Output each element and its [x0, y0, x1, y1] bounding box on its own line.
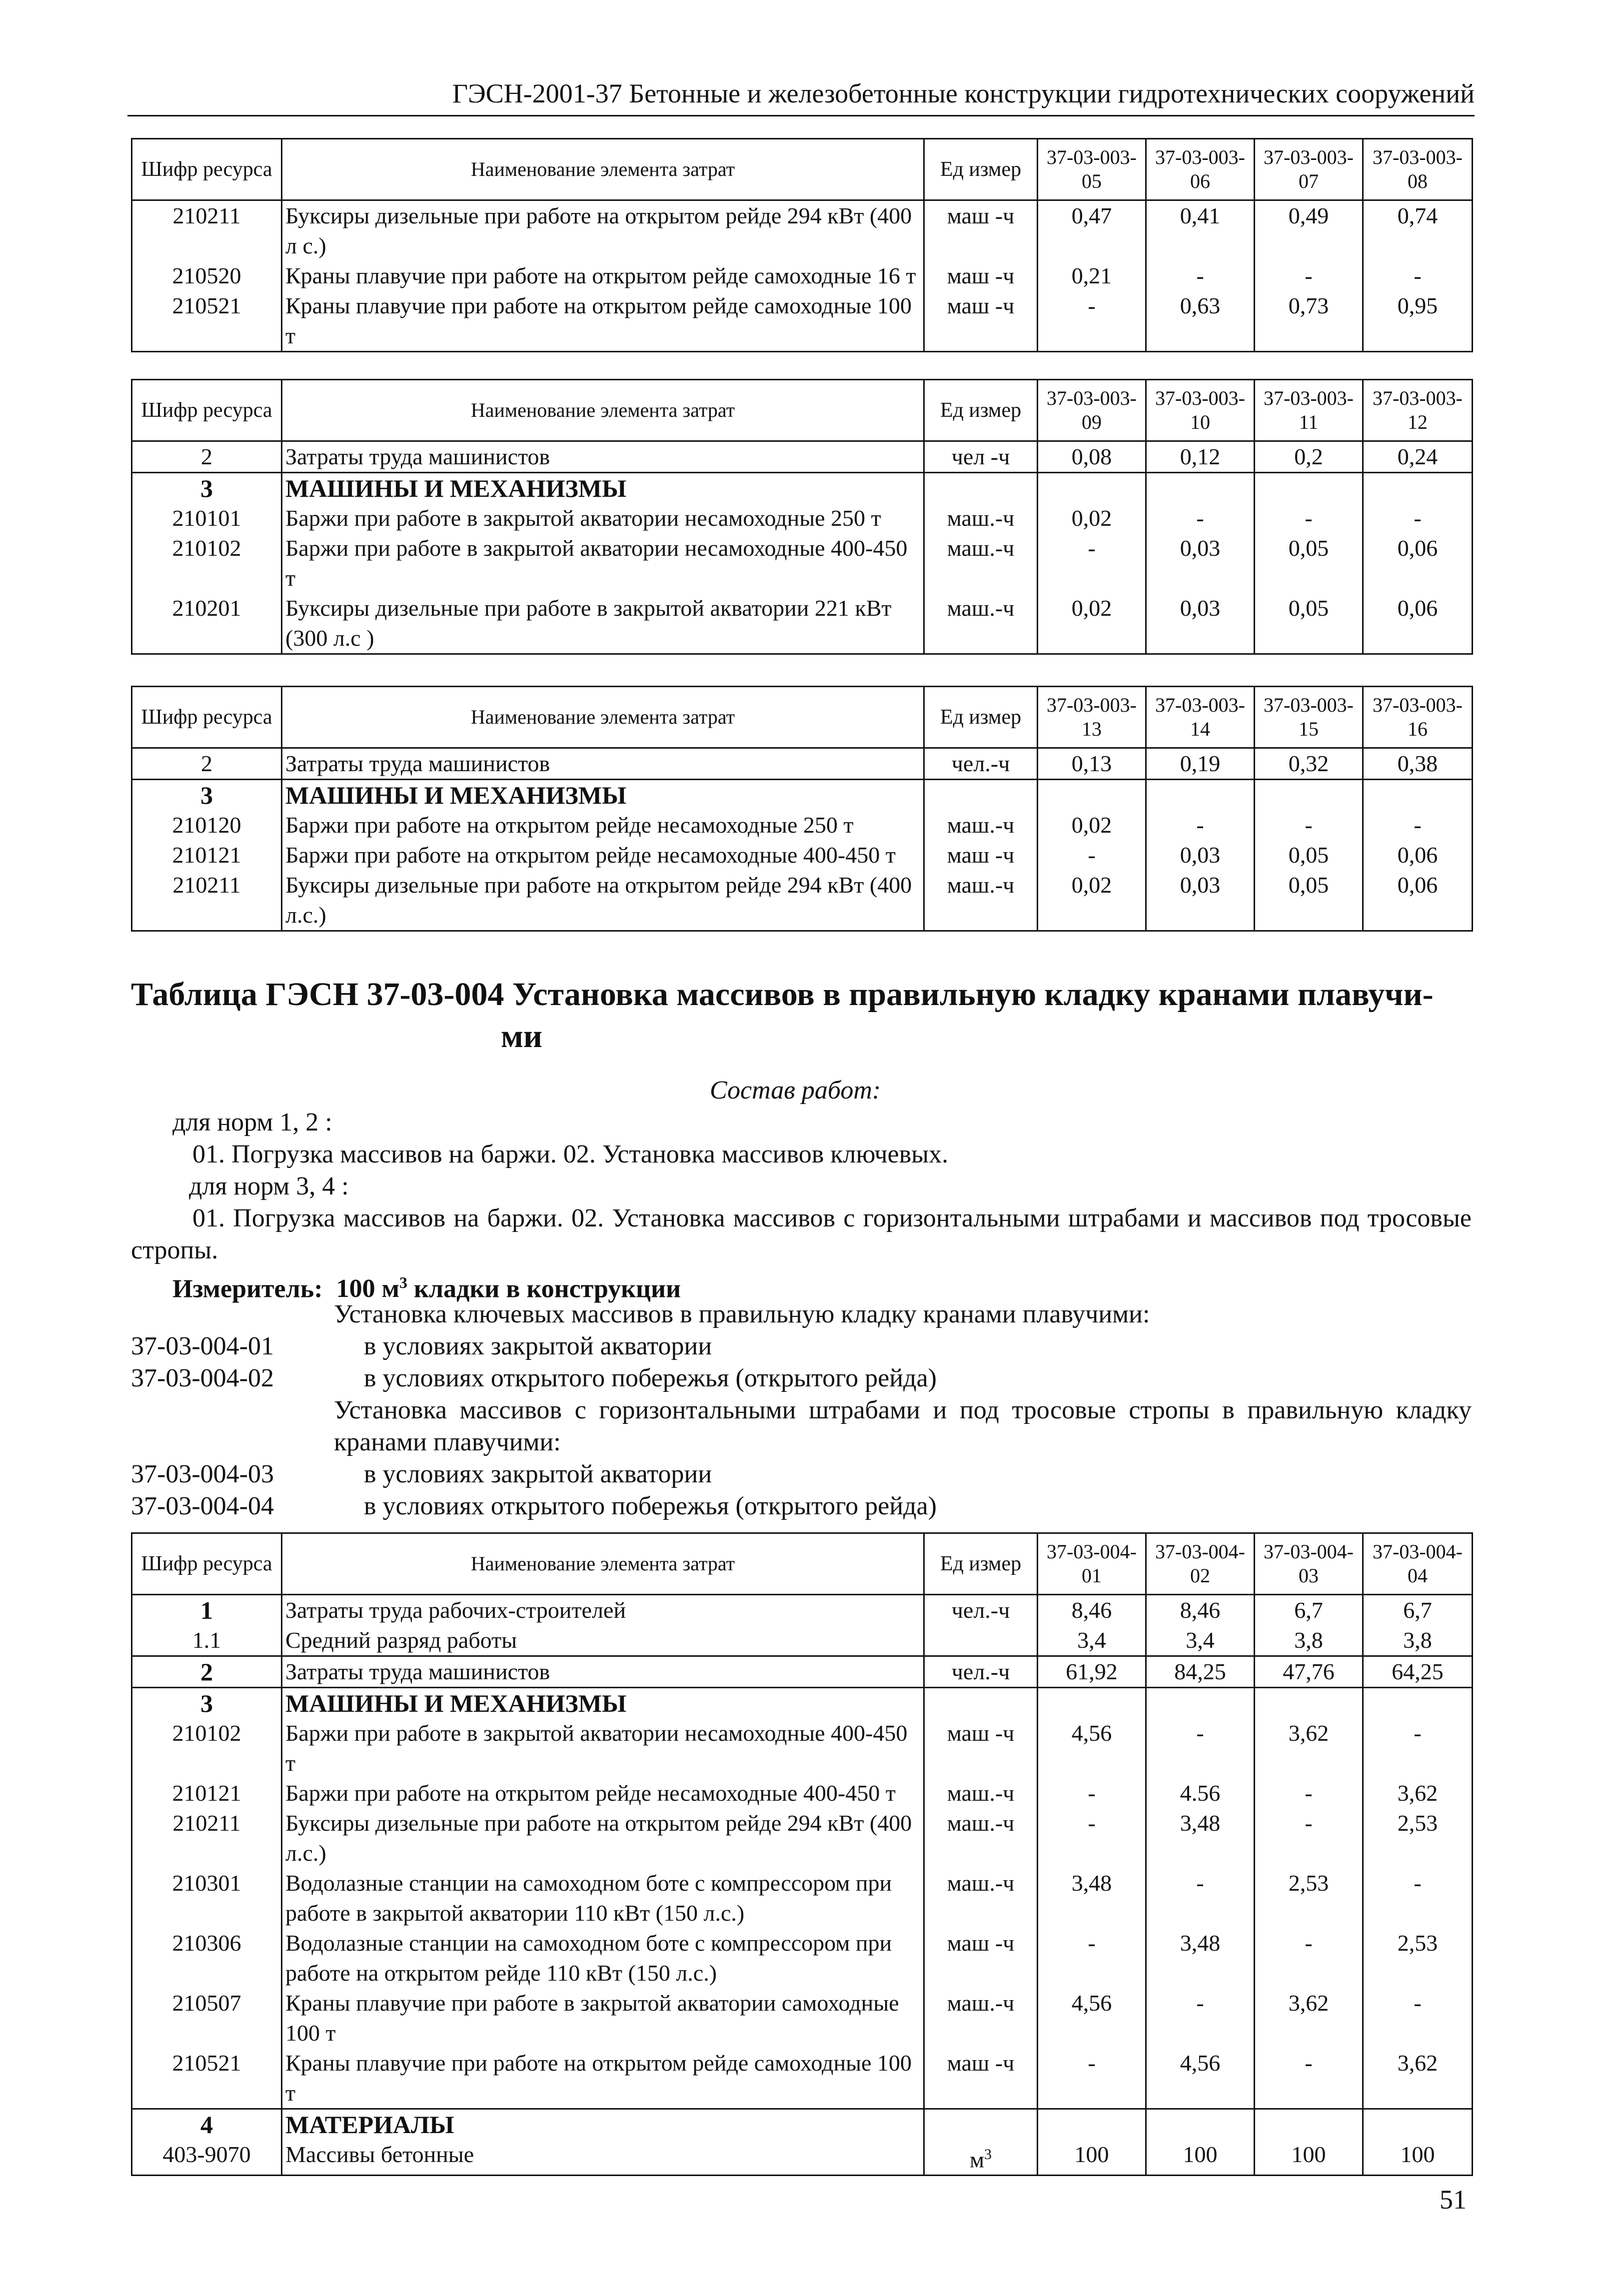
table-header-row — [132, 139, 1473, 200]
norm-value: 0,63 — [1146, 291, 1255, 352]
table-row — [132, 1656, 1473, 1688]
resource-name: Баржи при работе в закрытой акватории несамоходные 400-450 т — [282, 1718, 924, 1778]
resource-unit: маш -ч — [924, 291, 1038, 352]
resource-unit: маш.-ч — [924, 1868, 1038, 1928]
table-row — [132, 441, 1473, 473]
norm-group-title: Установка ключевых массивов в правильную кладку кранами плавучими: — [334, 1300, 1150, 1328]
resource-unit: маш.-ч — [924, 503, 1038, 533]
norm-value: 0,02 — [1038, 593, 1146, 654]
resource-name: Баржи при работе на открытом рейде несамоходные 250 т — [282, 810, 924, 840]
table-row — [132, 593, 1473, 654]
unit-superscript: 3 — [984, 2146, 992, 2163]
norm-value: 0,13 — [1038, 748, 1146, 780]
table-row — [132, 1595, 1473, 1626]
norm-value: 4,56 — [1146, 2048, 1255, 2109]
norm-value: 8,46 — [1146, 1595, 1255, 1626]
resource-unit: маш.-ч — [924, 870, 1038, 931]
norm-value: 6,7 — [1363, 1595, 1473, 1626]
norm-value: 0,05 — [1255, 593, 1363, 654]
norm-value: 0,03 — [1146, 593, 1255, 654]
norm-value: 3,8 — [1255, 1625, 1363, 1656]
column-header-norm: 37-03-003-06 — [1146, 139, 1255, 200]
meter-label: Измеритель: — [172, 1274, 323, 1303]
work-description: 01. Погрузка массивов на баржи. 02. Установка массивов с горизонтальными штрабами и массивов под тросовые стропы. — [131, 1204, 1472, 1264]
resource-name: Баржи при работе в закрытой акватории несамоходные 250 т — [282, 503, 924, 533]
resource-code: 210520 — [132, 261, 282, 291]
norm-value: 3,48 — [1146, 1808, 1255, 1868]
resource-code: 210521 — [132, 291, 282, 352]
resource-code: 210211 — [132, 870, 282, 931]
norm-value: - — [1255, 2048, 1363, 2109]
norm-description: в условиях открытого побережья (открытого рейда) — [364, 1364, 937, 1392]
resource-unit — [924, 2140, 1038, 2176]
norm-value: - — [1146, 1988, 1255, 2048]
norms-label: для норм 1, 2 : — [172, 1108, 332, 1137]
norm-value: - — [1146, 261, 1255, 291]
resource-unit: чел.-ч — [924, 1656, 1038, 1688]
table-row — [132, 1808, 1473, 1868]
norm-value: - — [1038, 291, 1146, 352]
resource-code: 210521 — [132, 2048, 282, 2109]
section-row — [132, 473, 1473, 504]
norm-value: - — [1363, 503, 1473, 533]
resource-code: 210201 — [132, 593, 282, 654]
resource-unit: чел.-ч — [924, 748, 1038, 780]
resource-code: 210102 — [132, 533, 282, 593]
section-title: МАШИНЫ И МЕХАНИЗМЫ — [282, 1688, 924, 1719]
norm-description: в условиях закрытой акватории — [364, 1460, 712, 1488]
norm-value: 2,53 — [1363, 1808, 1473, 1868]
norm-description: в условиях закрытой акватории — [364, 1332, 712, 1360]
norm-value: - — [1038, 2048, 1146, 2109]
resource-name: Затраты труда машинистов — [282, 1656, 924, 1688]
norm-value: 0,02 — [1038, 870, 1146, 931]
norm-value: 0,12 — [1146, 441, 1255, 473]
resource-name: Буксиры дизельные при работе на открытом рейде 294 кВт (400 л.с.) — [282, 870, 924, 931]
norm-value: 0,74 — [1363, 200, 1473, 261]
norm-value: - — [1363, 261, 1473, 291]
column-header-norm: 37-03-003-10 — [1146, 380, 1255, 441]
section-title: МАШИНЫ И МЕХАНИЗМЫ — [282, 780, 924, 811]
resource-name: Краны плавучие при работе на открытом рейде самоходные 100 т — [282, 291, 924, 352]
table-row — [132, 748, 1473, 780]
norm-value: 3,62 — [1255, 1988, 1363, 2048]
norm-value: 0,73 — [1255, 291, 1363, 352]
table-row — [132, 261, 1473, 291]
resource-name: Затраты труда машинистов — [282, 441, 924, 473]
column-header-norm: 37-03-004-01 — [1038, 1533, 1146, 1595]
running-header: ГЭСН-2001-37 Бетонные и железобетонные конструкции гидротехнических сооружений — [452, 78, 1475, 108]
norm-value: - — [1038, 1928, 1146, 1988]
norm-value: 0,03 — [1146, 533, 1255, 593]
table-row — [132, 533, 1473, 593]
norm-value: 6,7 — [1255, 1595, 1363, 1626]
norm-value: 3,62 — [1255, 1718, 1363, 1778]
resource-name: Баржи при работе в закрытой акватории несамоходные 400-450 т — [282, 533, 924, 593]
norm-code: 37-03-004-03 — [131, 1460, 274, 1488]
resource-unit: маш -ч — [924, 1928, 1038, 1988]
norm-value: 0,08 — [1038, 441, 1146, 473]
norm-value: 0,05 — [1255, 870, 1363, 931]
norm-value: - — [1146, 810, 1255, 840]
column-header-norm: 37-03-003-09 — [1038, 380, 1146, 441]
column-header-unit: Ед измер — [924, 139, 1038, 200]
table-title-line: Таблица ГЭСН 37-03-004 Установка массивов в правильную кладку кранами плавучи- — [131, 976, 1434, 1013]
resource-unit: чел.-ч — [924, 1595, 1038, 1626]
resource-code: 210211 — [132, 1808, 282, 1868]
section-number: 3 — [132, 1688, 282, 1719]
resource-code: 210101 — [132, 503, 282, 533]
column-header-norm: 37-03-003-16 — [1363, 687, 1473, 748]
norm-value: - — [1038, 1808, 1146, 1868]
column-header-norm: 37-03-003-07 — [1255, 139, 1363, 200]
norm-value: 0,06 — [1363, 840, 1473, 870]
norm-value: 100 — [1038, 2140, 1146, 2176]
norm-code: 37-03-004-02 — [131, 1364, 274, 1392]
column-header-code: Шифр ресурса — [132, 687, 282, 748]
resource-name: Краны плавучие при работе на открытом рейде самоходные 100 т — [282, 2048, 924, 2109]
norm-value: 47,76 — [1255, 1656, 1363, 1688]
norm-value: 0,05 — [1255, 533, 1363, 593]
resource-unit: маш -ч — [924, 2048, 1038, 2109]
resource-code: 2 — [132, 748, 282, 780]
resource-code: 210301 — [132, 1868, 282, 1928]
norm-value: 3,48 — [1146, 1928, 1255, 1988]
norm-value: 0,06 — [1363, 593, 1473, 654]
work-description: 01. Погрузка массивов на баржи. 02. Установка массивов ключевых. — [192, 1140, 949, 1168]
table-title-line: ми — [501, 1018, 542, 1055]
norm-value: 0,06 — [1363, 533, 1473, 593]
resource-code: 1 — [132, 1595, 282, 1626]
section-title: МАШИНЫ И МЕХАНИЗМЫ — [282, 473, 924, 504]
resource-code: 2 — [132, 441, 282, 473]
norm-value: 4.56 — [1146, 1778, 1255, 1808]
resource-unit: маш -ч — [924, 840, 1038, 870]
resource-code: 1.1 — [132, 1625, 282, 1656]
header-rule — [127, 115, 1475, 116]
norm-value: 0,38 — [1363, 748, 1473, 780]
unit-text: м — [969, 2147, 985, 2173]
column-header-norm: 37-03-003-15 — [1255, 687, 1363, 748]
table-row — [132, 503, 1473, 533]
norm-value: 100 — [1146, 2140, 1255, 2176]
column-header-norm: 37-03-003-11 — [1255, 380, 1363, 441]
resource-unit: маш -ч — [924, 200, 1038, 261]
table-header-row — [132, 1533, 1473, 1595]
column-header-unit: Ед измер — [924, 687, 1038, 748]
norm-value: - — [1038, 1778, 1146, 1808]
resource-name: Краны плавучие при работе на открытом рейде самоходные 16 т — [282, 261, 924, 291]
norm-value: 0,03 — [1146, 840, 1255, 870]
column-header-unit: Ед измер — [924, 1533, 1038, 1595]
table-row — [132, 870, 1473, 931]
norm-value: 0,19 — [1146, 748, 1255, 780]
norm-value: 3,4 — [1038, 1625, 1146, 1656]
column-header-norm: 37-03-003-13 — [1038, 687, 1146, 748]
resource-unit: чел -ч — [924, 441, 1038, 473]
resource-code: 210306 — [132, 1928, 282, 1988]
meter-rest: кладки в конструкции — [407, 1274, 681, 1303]
column-header-norm: 37-03-003-14 — [1146, 687, 1255, 748]
resource-unit: маш.-ч — [924, 533, 1038, 593]
norm-value: 64,25 — [1363, 1656, 1473, 1688]
resource-unit: маш.-ч — [924, 1778, 1038, 1808]
resource-unit: маш.-ч — [924, 1988, 1038, 2048]
section-row — [132, 780, 1473, 811]
section-number: 4 — [132, 2109, 282, 2140]
table-row — [132, 2048, 1473, 2109]
norm-value: 2,53 — [1363, 1928, 1473, 1988]
section-number: 3 — [132, 780, 282, 811]
norm-value: - — [1363, 810, 1473, 840]
table-row — [132, 1988, 1473, 2048]
norm-value: 100 — [1255, 2140, 1363, 2176]
norm-value: 0,32 — [1255, 748, 1363, 780]
table-header-row — [132, 380, 1473, 441]
norm-value: 84,25 — [1146, 1656, 1255, 1688]
norm-description: в условиях открытого побережья (открытого рейда) — [364, 1492, 937, 1520]
norm-value: 100 — [1363, 2140, 1473, 2176]
column-header-name: Наименование элемента затрат — [282, 380, 924, 441]
resource-name: Затраты труда машинистов — [282, 748, 924, 780]
resource-code: 210211 — [132, 200, 282, 261]
column-header-name: Наименование элемента затрат — [282, 139, 924, 200]
norm-value: - — [1363, 1718, 1473, 1778]
norm-value: 4,56 — [1038, 1988, 1146, 2048]
norm-value: 0,21 — [1038, 261, 1146, 291]
norm-value: 61,92 — [1038, 1656, 1146, 1688]
table-row — [132, 200, 1473, 261]
table-row — [132, 291, 1473, 352]
norm-value: - — [1363, 1988, 1473, 2048]
norm-value: - — [1255, 261, 1363, 291]
table-title — [131, 974, 1472, 1058]
norm-value: 0,03 — [1146, 870, 1255, 931]
norm-value: 4,56 — [1038, 1718, 1146, 1778]
resource-code: 210121 — [132, 1778, 282, 1808]
resource-name: Баржи при работе на открытом рейде несамоходные 400-450 т — [282, 1778, 924, 1808]
table-row — [132, 1778, 1473, 1808]
resource-table-3 — [131, 686, 1473, 932]
resource-name: Краны плавучие при работе в закрытой акватории самоходные 100 т — [282, 1988, 924, 2048]
resource-name: Средний разряд работы — [282, 1625, 924, 1656]
norm-value: 3,4 — [1146, 1625, 1255, 1656]
column-header-norm: 37-03-003-05 — [1038, 139, 1146, 200]
norm-value: 0,41 — [1146, 200, 1255, 261]
column-header-code: Шифр ресурса — [132, 139, 282, 200]
resource-table-2 — [131, 379, 1473, 655]
norm-value: 2,53 — [1255, 1868, 1363, 1928]
table-row — [132, 1625, 1473, 1656]
table-header-row — [132, 687, 1473, 748]
table-row — [132, 2140, 1473, 2176]
composition-title: Состав работ: — [710, 1076, 881, 1105]
resource-code: 210121 — [132, 840, 282, 870]
norm-value: 3,8 — [1363, 1625, 1473, 1656]
norm-code: 37-03-004-01 — [131, 1332, 274, 1360]
norm-value: - — [1255, 1808, 1363, 1868]
column-header-name: Наименование элемента затрат — [282, 1533, 924, 1595]
norm-value: - — [1255, 1778, 1363, 1808]
norm-value: 8,46 — [1038, 1595, 1146, 1626]
norm-value: 0,95 — [1363, 291, 1473, 352]
table-row — [132, 840, 1473, 870]
resource-unit: маш.-ч — [924, 1808, 1038, 1868]
norm-value: - — [1363, 1868, 1473, 1928]
table-row — [132, 810, 1473, 840]
norm-value: - — [1255, 503, 1363, 533]
norm-value: 0,05 — [1255, 840, 1363, 870]
column-header-norm: 37-03-003-12 — [1363, 380, 1473, 441]
table-row — [132, 1718, 1473, 1778]
resource-unit: маш -ч — [924, 261, 1038, 291]
resource-name: Буксиры дизельные при работе в закрытой акватории 221 кВт (300 л.с ) — [282, 593, 924, 654]
page-number: 51 — [1440, 2185, 1467, 2215]
norm-value: - — [1146, 1718, 1255, 1778]
resource-name: Баржи при работе на открытом рейде несамоходные 400-450 т — [282, 840, 924, 870]
column-header-norm: 37-03-003-08 — [1363, 139, 1473, 200]
norm-value: 0,47 — [1038, 200, 1146, 261]
resource-name: Затраты труда рабочих-строителей — [282, 1595, 924, 1626]
resource-unit: маш.-ч — [924, 810, 1038, 840]
resource-name: Буксиры дизельные при работе на открытом рейде 294 кВт (400 л.с.) — [282, 1808, 924, 1868]
norm-value: - — [1038, 840, 1146, 870]
resource-name: Буксиры дизельные при работе на открытом рейде 294 кВт (400 л с.) — [282, 200, 924, 261]
column-header-norm: 37-03-004-04 — [1363, 1533, 1473, 1595]
norm-value: - — [1255, 810, 1363, 840]
column-header-norm: 37-03-004-03 — [1255, 1533, 1363, 1595]
resource-unit: маш -ч — [924, 1718, 1038, 1778]
norm-value: - — [1038, 533, 1146, 593]
resource-table-1 — [131, 138, 1473, 352]
section-title: МАТЕРИАЛЫ — [282, 2109, 924, 2140]
norm-value: - — [1146, 503, 1255, 533]
resource-code: 210120 — [132, 810, 282, 840]
column-header-name: Наименование элемента затрат — [282, 687, 924, 748]
resource-name: Массивы бетонные — [282, 2140, 924, 2176]
norm-value: - — [1146, 1868, 1255, 1928]
norm-value: - — [1255, 1928, 1363, 1988]
norm-value: 3,62 — [1363, 2048, 1473, 2109]
norm-value: 3,62 — [1363, 1778, 1473, 1808]
meter-value: 100 м — [336, 1274, 400, 1303]
resource-name: Водолазные станции на самоходном боте с компрессором при работе в закрытой акватории 110 кВт (150 л.с.) — [282, 1868, 924, 1928]
norm-code: 37-03-004-04 — [131, 1492, 274, 1520]
norm-value: 0,24 — [1363, 441, 1473, 473]
column-header-norm: 37-03-004-02 — [1146, 1533, 1255, 1595]
resource-code: 210102 — [132, 1718, 282, 1778]
norm-value: 0,02 — [1038, 810, 1146, 840]
resource-code: 210507 — [132, 1988, 282, 2048]
section-row — [132, 2109, 1473, 2140]
norm-value: 0,49 — [1255, 200, 1363, 261]
resource-unit — [924, 1625, 1038, 1656]
norm-value: 3,48 — [1038, 1868, 1146, 1928]
meter-superscript: 3 — [399, 1273, 408, 1291]
norm-value: 0,02 — [1038, 503, 1146, 533]
resource-unit: маш.-ч — [924, 593, 1038, 654]
resource-code: 2 — [132, 1656, 282, 1688]
table-row — [132, 1928, 1473, 1988]
resource-table-4 — [131, 1532, 1473, 2176]
norm-value: 0,06 — [1363, 870, 1473, 931]
column-header-unit: Ед измер — [924, 380, 1038, 441]
resource-name: Водолазные станции на самоходном боте с компрессором при работе на открытом рейде 110 кВт (150 л.с.) — [282, 1928, 924, 1988]
resource-code: 403-9070 — [132, 2140, 282, 2176]
norm-group-title: Установка массивов с горизонтальными штрабами и под тросовые стропы в правильную кладку кранами плавучими: — [334, 1396, 1472, 1456]
norms-label: для норм 3, 4 : — [189, 1172, 349, 1200]
column-header-code: Шифр ресурса — [132, 1533, 282, 1595]
column-header-code: Шифр ресурса — [132, 380, 282, 441]
section-number: 3 — [132, 473, 282, 504]
section-row — [132, 1688, 1473, 1719]
norm-value: 0,2 — [1255, 441, 1363, 473]
table-row — [132, 1868, 1473, 1928]
